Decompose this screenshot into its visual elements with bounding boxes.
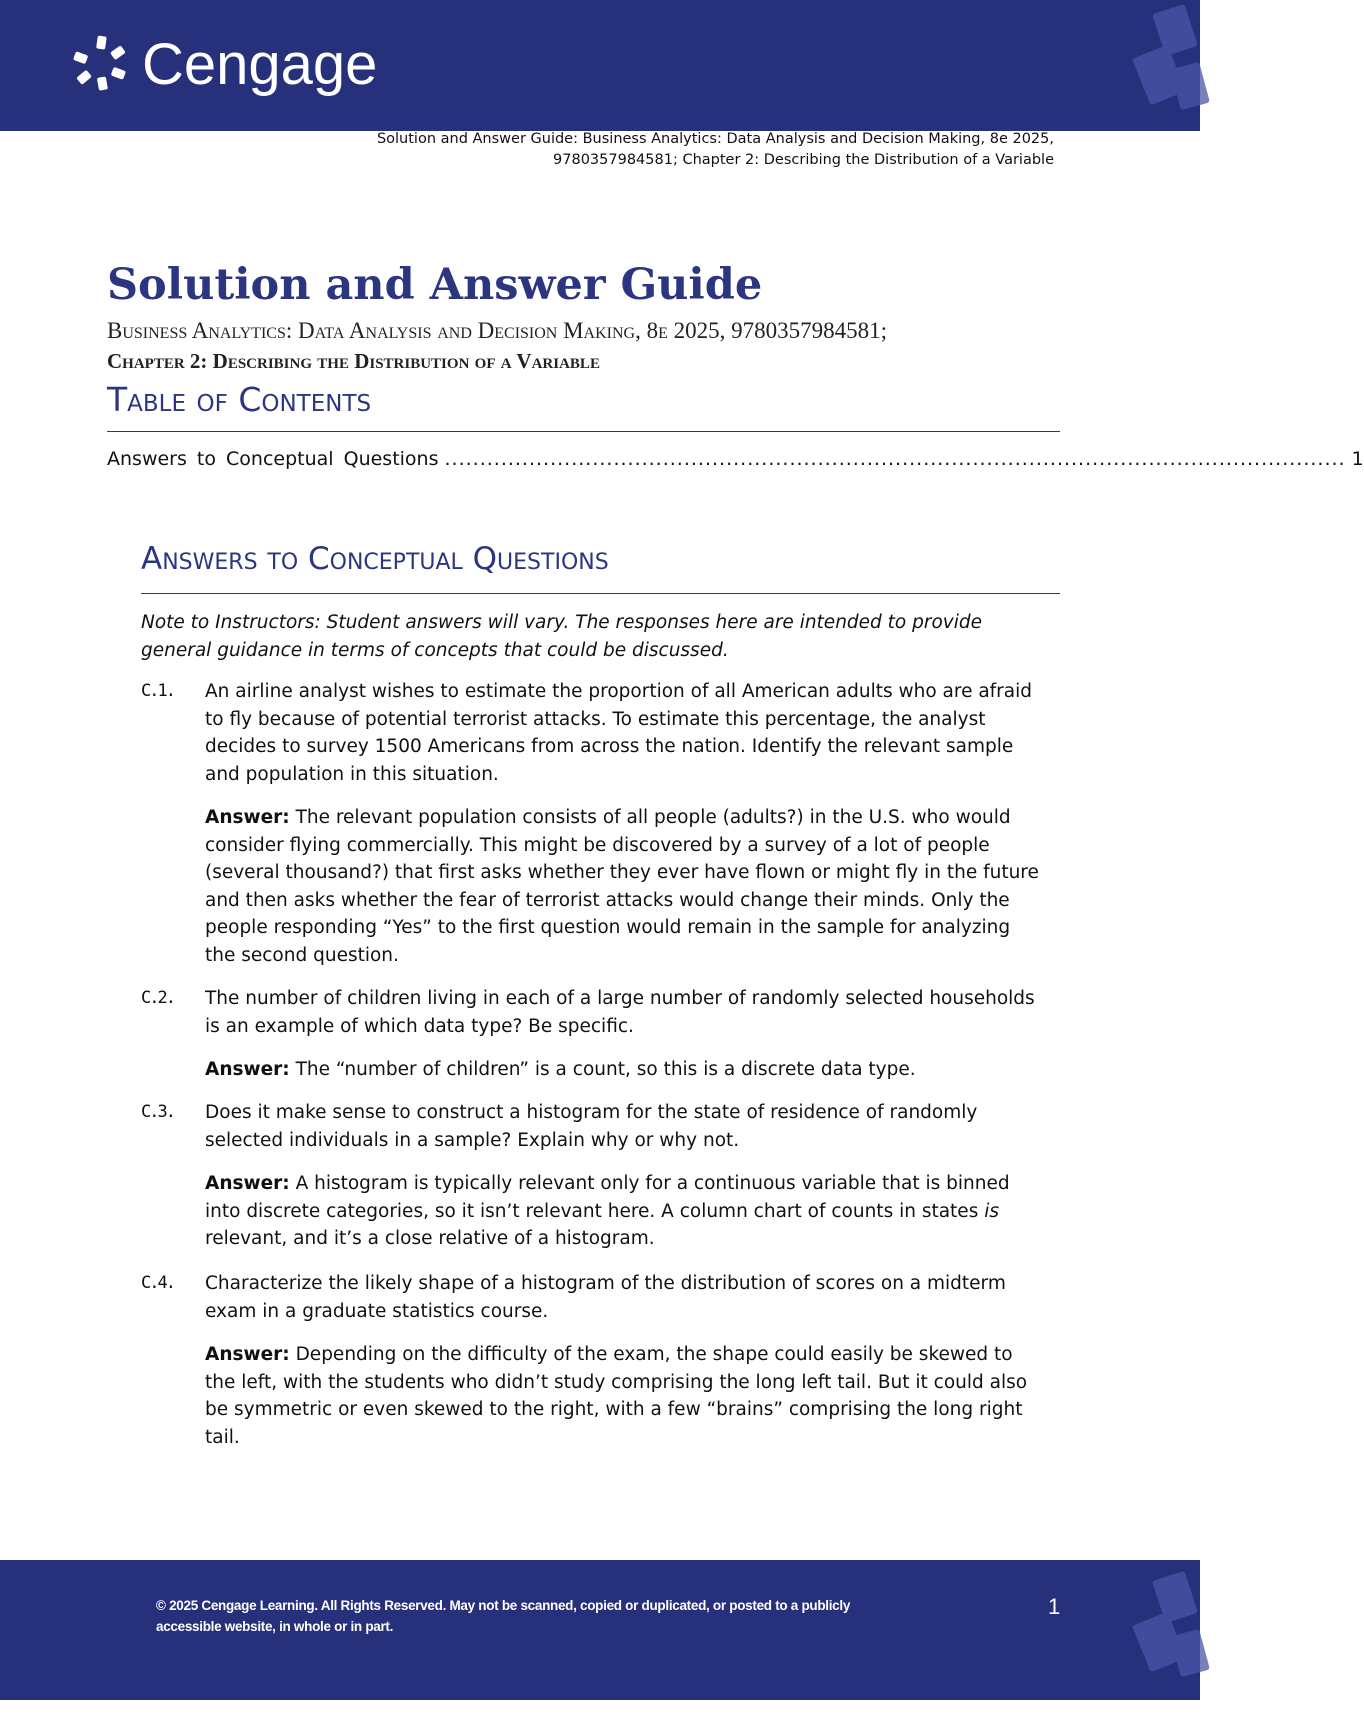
- question-text: Does it make sense to construct a histogram for the state of residence of randomly selected individuals in a sample? Explain why or why not.: [205, 1102, 978, 1151]
- divider: [141, 593, 1060, 594]
- question-answer: [205, 1341, 1041, 1451]
- toc-entry-page: 1: [1351, 448, 1364, 470]
- question-answer: [205, 1170, 1041, 1253]
- instructor-note: Note to Instructors: Student answers will vary. The responses here are intended to provide general guidance in terms of concepts that could be discussed.: [141, 612, 983, 661]
- answer-label: Answer:: [205, 1173, 290, 1194]
- brand-name: Cengage: [142, 32, 378, 97]
- answer-text: Depending on the difficulty of the exam, the shape could easily be skewed to the left, with the students who didn’t study comprising the long left tail. But it could also be symmetric or even skewed to the right, with a few “brains” comprising the long right tail.: [205, 1344, 1028, 1448]
- footer-band: [0, 1560, 1200, 1700]
- divider: [107, 431, 1060, 432]
- question-item: [141, 1270, 1041, 1451]
- copyright-notice: [156, 1595, 916, 1637]
- question-text: An airline analyst wishes to estimate the proportion of all American adults who are afraid to fly because of potential terrorist attacks. To estimate this percentage, the analyst decides to survey 1500 Americans from across the nation. Identify the relevant sample and population in this situation.: [205, 681, 1033, 785]
- question-number: C.4.: [141, 1273, 174, 1293]
- document-title: Solution and Answer Guide: [107, 260, 763, 310]
- question-answer: [205, 1056, 1041, 1084]
- running-head: [294, 129, 1054, 171]
- answer-label: Answer:: [205, 807, 290, 828]
- cengage-logo: [72, 34, 377, 96]
- answer-text: The relevant population consists of all people (adults?) in the U.S. who would consider flying commercially. This might be discovered by a survey of a lot of people (several thousand?) that first asks whether they ever have flown or might fly in the future and then asks whether the fear of terrorist attacks would change their minds. Only the people responding “Yes” to the first question would remain in the sample for analyzing the second question.: [205, 807, 1039, 966]
- section-heading: Answers to Conceptual Questions: [141, 541, 609, 577]
- answer-label: Answer:: [205, 1059, 290, 1080]
- question-text: The number of children living in each of a large number of randomly selected households is an example of which data type? Be specific.: [205, 988, 1035, 1037]
- answer-text: The “number of children” is a count, so this is a discrete data type.: [295, 1059, 916, 1080]
- corner-decoration-icon: [1120, 0, 1210, 140]
- copyright-line: © 2025 Cengage Learning. All Rights Reserved. May not be scanned, copied or duplicated, or posted to a publicly: [156, 1598, 851, 1613]
- answer-label: Answer:: [205, 1344, 290, 1365]
- toc-heading: Table of Contents: [107, 380, 372, 419]
- question-item: [141, 1099, 1041, 1253]
- copyright-line: accessible website, in whole or in part.: [156, 1619, 394, 1634]
- page-number: 1: [1048, 1594, 1061, 1619]
- answer-text-continued: relevant, and it’s a close relative of a histogram.: [205, 1228, 655, 1249]
- corner-decoration-icon: [1120, 1565, 1210, 1715]
- cengage-starburst-icon: [72, 34, 132, 96]
- question-number: C.1.: [141, 681, 174, 701]
- question-answer: [205, 804, 1041, 969]
- toc-entry-leader: ................................................................................................................................: [444, 448, 1346, 470]
- header-band: [0, 0, 1200, 131]
- document-subtitle: Business Analytics: Data Analysis and Decision Making, 8e 2025, 9780357984581;: [107, 318, 888, 343]
- running-head-line: Solution and Answer Guide: Business Analytics: Data Analysis and Decision Making, 8e 2025,: [376, 131, 1054, 147]
- question-item: [141, 678, 1041, 969]
- answer-text: A histogram is typically relevant only for a continuous variable that is binned into discrete categories, so it isn’t relevant here. A column chart of counts in states: [205, 1173, 1010, 1222]
- question-item: [141, 985, 1041, 1084]
- toc-entry[interactable]: [107, 448, 1364, 470]
- document-chapter: Chapter 2: Describing the Distribution of a Variable: [107, 349, 600, 373]
- question-number: C.2.: [141, 988, 174, 1008]
- question-number: C.3.: [141, 1102, 174, 1122]
- answer-emphasis: is: [984, 1200, 999, 1222]
- question-text: Characterize the likely shape of a histogram of the distribution of scores on a midterm exam in a graduate statistics course.: [205, 1273, 1006, 1322]
- toc-entry-label[interactable]: Answers to Conceptual Questions: [107, 448, 439, 470]
- running-head-line: 9780357984581; Chapter 2: Describing the Distribution of a Variable: [553, 152, 1054, 168]
